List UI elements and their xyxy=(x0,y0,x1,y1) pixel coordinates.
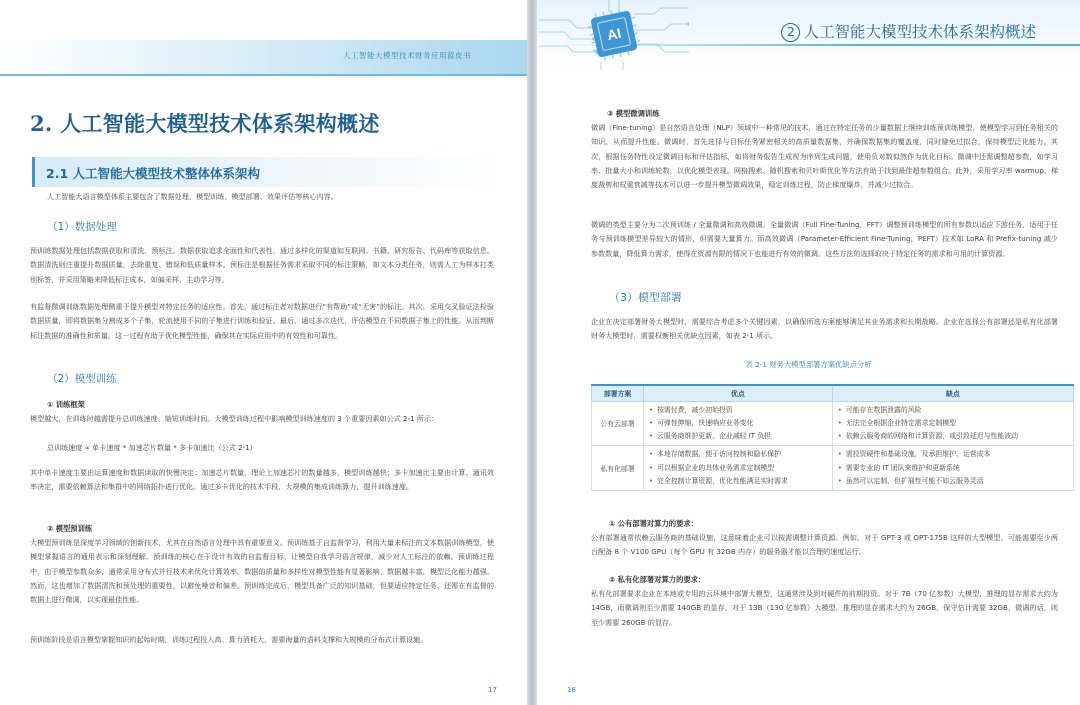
pretraining-stage-paragraph: 预训练阶段是语言模型掌握知识的起始时期，训练过程投入高、算力消耗大，需要海量的语料支撑和大规模的分布式计算设施。 xyxy=(30,635,428,644)
page-number: 17 xyxy=(488,686,497,694)
pros-item: • 完全控制计算资源，优化性能满足实时需求 xyxy=(648,475,828,488)
training-framework-heading: ① 训练框架 xyxy=(47,400,85,409)
cons-cell xyxy=(832,401,1073,446)
pros-cell xyxy=(644,401,833,446)
public-compute-heading: ① 公有部署对算力的要求： xyxy=(609,519,698,528)
cons-item: • 需投资硬件和基础设施，及承担维护、运营成本 xyxy=(837,448,1069,461)
table-row xyxy=(592,401,1074,446)
deployment-paragraph: 企业在决定部署财务大模型时，需要综合考虑多个关键因素，以确保所选方案能够满足其业务需求和长期战略。企业在选择公有部署还是私有化部署财务大模型时，需要权衡相关优缺点因素，如表 2-1 所示。 xyxy=(591,317,1058,341)
model-training-heading: （2）模型训练 xyxy=(47,373,117,385)
table-header-row xyxy=(592,385,1074,401)
pretraining-heading: ② 模型预训练 xyxy=(47,524,93,533)
header-title xyxy=(781,20,1036,42)
pros-item: • 本地存储数据，便于访问控制和隐私保护 xyxy=(648,448,828,461)
cons-item: • 无法完全根据企业特定需求定制模型 xyxy=(837,417,1069,430)
page-number: 18 xyxy=(567,686,576,694)
training-speed-paragraph: 其中单卡速度主要由运算速度和数据读取的快慢决定；加速芯片数量，理论上加速芯片的数量越多，模型训练越快；多卡加速比主要由计算、通讯效率决定，需要依赖算法和集群中的网络拓扑进行优化。通过多卡优化的技术手段，大规模的集成训练算力，提升训练速度。 xyxy=(30,468,494,492)
section-title: 2.1 人工智能大模型技术整体体系架构 xyxy=(46,166,260,181)
model-deployment-heading: （3）模型部署 xyxy=(609,291,682,304)
header-cell-pros: 优点 xyxy=(644,385,833,401)
header-cell-cons: 缺点 xyxy=(832,385,1073,401)
pros-item: • 云服务商维护更新，企业减轻 IT 负担 xyxy=(648,430,828,443)
cons-item: • 虽然可以定制，但扩展性可能不如云服务灵活 xyxy=(837,475,1069,488)
chapter-number-badge: 2 xyxy=(781,23,800,42)
right-page xyxy=(537,0,1080,705)
deployment-comparison-table xyxy=(591,384,1074,491)
pros-item: • 可以根据企业的具体业务需求定制模型 xyxy=(648,462,828,475)
finetuning-heading: ③ 模型微调训练 xyxy=(607,109,660,118)
data-processing-paragraph-2: 有监督微调训练数据处理侧重于提升模型对特定任务的适应性。首先，通过标注者对数据进行“有帮助”或“无害”的标注。其次，采用交叉验证法检验数据质量，即将数据集分割成多个子集，轮流使用不同的子集进行训练和验证。最后，通过多次迭代，评估模型在不同数据子集上的性能。从而判断标注数据的准确性和质量。这一过程有助于优化模型性能，确保其在实际应用中的有效性和可靠性。 xyxy=(30,302,494,340)
finetuning-paragraph-2: 微调的类型主要分为二次预训练 / 全量微调和高效微调。全量微调（Full Fine-Tuning，FFT）调整预训练模型的所有参数以适应下游任务，适用于任务与预训练模型差异较大的情形，但需要大量算力。而高效微调（Parameter-Efficient Fine-Tuning，PEFT）技术如 LoRA 和 Prefix-tuning 减少参数数量，降低算力需求，使得在资源有限的情况下也能进行有效的微调。这些方法的选择取决于特定任务的需求和可用的计算资源。 xyxy=(591,220,1058,258)
data-processing-paragraph-1: 预训练数据处理包括数据获取和清洗、预标注。数据获取追求全面性和代表性，通过多样化的渠道如互联网、书籍、研究报告、代码库等获取信息。数据清洗则注重提升数据质量，去除重复、错误和低质量样本。预标注是根据任务需求采取不同的标注策略，如文本分类任务，则需人工为样本打类别标签，并采用策略来降低标注成本，如偏采样、主动学习等。 xyxy=(30,246,494,284)
chapter-title: 2. 人工智能大模型技术体系架构概述 xyxy=(30,111,380,136)
chip-label: AI xyxy=(605,24,623,44)
table-row xyxy=(592,446,1074,491)
scheme-name: 公有云部署 xyxy=(592,401,644,446)
cons-item: • 可能存在数据泄露的风险 xyxy=(837,404,1069,417)
header-cell-scheme: 部署方案 xyxy=(592,385,644,401)
intro-paragraph: 人工智能大语言模型体系主要包含了数据处理、模型训练、模型部署、效果评估等核心内容。 xyxy=(47,192,338,201)
cons-item: • 依赖云服务商的网络和计算资源，或引致延迟与性能波动 xyxy=(837,430,1069,443)
finetuning-paragraph-1: 微调（Fine-tuning）是自然语言处理（NLP）领域中一种常见的技术，通过在特定任务的少量数据上继续训练预训练模型，使模型学习到任务相关的知识，从而提升性能。微调时，首先选择与目标任务紧密相关的高质量数据集，并确保数据集的覆盖度，同时避免过拟合，保持模型泛化能力。其次，根据任务特性设定微调目标和评估指标，如将财务报告生成视为序列生成问题，使用负对数似然作为优化目标。微调中还需调整超参数，如学习率、批量大小和训练轮数，以优化模型表现。网格搜索、随机搜索和贝叶斯优化等方法有助于找到最佳超参数组合。此外，采用学习率 warmup、梯度裁剪和权重衰减等技术可以进一步提升模型微调效果，稳定训练过程，防止梯度爆炸，并减少过拟合。 xyxy=(591,123,1058,190)
left-page xyxy=(0,0,527,705)
scheme-name: 私有化部署 xyxy=(592,446,644,491)
header-title-text: 人工智能大模型技术体系架构概述 xyxy=(803,23,1036,41)
running-head: 人工智能大模型技术财务应用蓝皮书 xyxy=(343,51,471,60)
private-compute-paragraph: 私有化部署要求企业在本地或专用的云环境中部署大模型，这通常涉及到对硬件的前期投资。对于 7B（70 亿参数）大模型，推理的显存需求大约为 14GB，而微调则至少需要 140GB 的显存。对于 13B（130 亿参数）大模型，推理的显存需求大约为 26GB，保守估计需要 32GB，微调的话，则至少需要 260GB 的显存。 xyxy=(591,589,1058,627)
table-caption: 表 2-1 财务大模型部署方案优缺点分析 xyxy=(745,360,872,369)
training-framework-paragraph: 模型越大，在训练时越需提升总训练速度、缩短训练时间。大模型训练过程中影响模型训练速度的 3 个重要因素如公式 2-1 所示： xyxy=(30,414,439,423)
ai-chip-illustration xyxy=(539,0,689,70)
pros-item: • 可弹性伸缩，快速响应业务变化 xyxy=(648,417,828,430)
cons-cell xyxy=(832,446,1073,491)
private-compute-heading: ② 私有化部署对算力的要求： xyxy=(609,575,706,584)
header-rule xyxy=(0,74,527,76)
public-compute-paragraph: 公有部署通常依赖云服务商的基础设施，这意味着企业可以按需调整计算资源。例如，对于 GPT-3 或 OPT-175B 这样的大型模型，可能需要至少两台配备 8 个 V100 GPU（每个 GPU 有 32GB 内存）的服务器才能以合理的速度运行。 xyxy=(591,533,1058,557)
cons-item: • 需要专业的 IT 团队来维护和更新系统 xyxy=(837,462,1069,475)
pros-cell xyxy=(644,446,833,491)
book-gutter xyxy=(527,0,537,705)
data-processing-heading: （1）数据处理 xyxy=(47,221,117,233)
pros-item: • 按需付费，减少初始投资 xyxy=(648,404,828,417)
pretraining-paragraph: 大模型预训练是深度学习领域的创新技术，尤其在自然语言处理中具有重要意义。预训练基于自监督学习，利用大量未标注的文本数据训练模型，使模型掌握语言的通用表示和深刻理解。预训练的核心在于设计有效的自监督目标，让模型自我学习语言规律，减少对人工标注的依赖。预训练过程中，由于模型参数众多，通常采用分布式并行技术来优化计算效率。数据的质量和多样性对模型性能有显著影响，数据越丰富，模型泛化能力越强。然而，这也增加了数据清洗和预处理的重要性，以避免噪音和偏差。预训练完成后，模型具备广泛的知识基础，但要适应特定任务，还需在有监督的数据上进行微调，以实现最佳性能。 xyxy=(30,538,494,605)
formula-2-1: 总训练速度 ∝ 单卡速度 * 加速芯片数量 * 多卡加速比（公式 2-1） xyxy=(47,443,257,452)
